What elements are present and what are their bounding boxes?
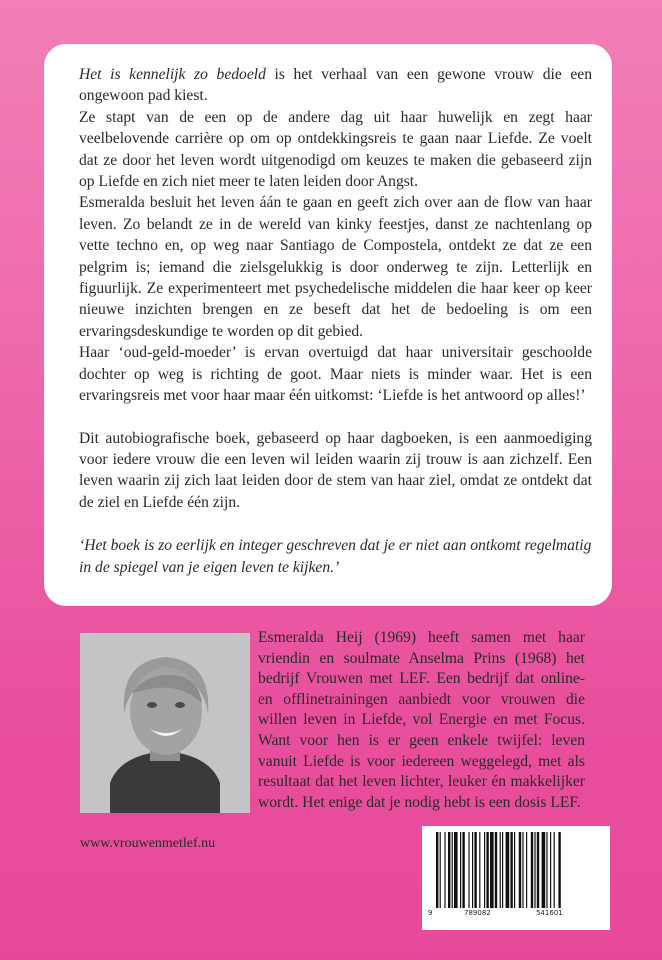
barcode-bar — [558, 832, 560, 908]
barcode-bar — [546, 832, 547, 908]
barcode-bar — [500, 832, 501, 908]
barcode-bar — [522, 832, 523, 908]
barcode-lead-digit: 9 — [428, 909, 433, 917]
barcode-bar — [502, 832, 503, 908]
barcode-bar — [554, 832, 555, 908]
summary-paragraph-3: Esmeralda besluit het leven áán te gaan en geeft zich over aan de flow van haar leven. Zo belandt ze in de wereld van kinky feestjes, danst ze nachtenlang op vette techno en, op weg naar Santiago de Compostela, ontdekt ze dat ze een pelgrim is; iemand die zielsgelukkig is door onderweg te zijn. Letterlijk en figuurlijk. Ze experimenteert met psychedelische middelen die haar keer op keer nieuwe inzichten brengen en ze beseft dat het de bedoeling is om een ervaringsdeskundige te worden op dit gebied. — [79, 194, 592, 340]
summary-paragraph-2: Ze stapt van de een op de andere dag uit haar huwelijk en zegt haar veelbelovende carrière op om op ontdekkingsreis te gaan naar Liefde. Ze voelt dat ze door het leven wordt uitgenodigd om keuzes te maken die gebaseerd zijn op Liefde en zich niet meer te laten leiden door Angst. — [79, 108, 592, 191]
barcode-bar — [537, 832, 539, 908]
author-bio: Esmeralda Heij (1969) heeft samen met haar vriendin en soulmate Anselma Prins (1968) het bedrijf Vrouwen met LEF. Een bedrijf dat online- en offlinetrainingen aanbiedt voor vrouwen die willen leven in Liefde, vol Energie en met Focus. Want voor hen is er geen enkele twijfel: leven vanuit Liefde is voor iedereen weggelegd, met als resultaat dat het leven lichter, leuker én makkelijker wordt. Het enige dat je nodig hebt is een dosis LEF. — [258, 629, 585, 811]
barcode-bar — [510, 832, 512, 908]
barcode-bar — [440, 832, 441, 908]
barcode-group-1: 789082 — [464, 909, 491, 917]
barcode-bar — [468, 832, 469, 908]
summary-paragraph-4: Haar ‘oud-geld-moeder’ is ervan overtuigd dat haar universitair geschoolde dochter op weg is richting de goot. Maar niets is minder waar. Het is een ervaringsreis met voor haar maar één uitkomst: ‘Liefde is het antwoord op alles!’ — [79, 344, 592, 405]
barcode-bar — [436, 832, 438, 908]
barcode-bar — [479, 832, 480, 908]
summary-paragraph-5: Dit autobiografische boek, gebaseerd op haar dagboeken, is een aanmoediging voor iedere vrouw die een leven wil leiden waarin zij trouw is aan zichzelf. Een leven waarin zij zich laat leiden door de stem van haar ziel, omdat ze ontdekt dat de ziel en Liefde één zijn. — [79, 429, 592, 511]
barcode-group-2: 541601 — [536, 909, 563, 917]
barcode-bar — [462, 832, 464, 908]
barcode-bar — [448, 832, 450, 908]
author-photo — [80, 633, 250, 813]
barcode-bar — [531, 832, 533, 908]
barcode-bar — [444, 832, 445, 908]
barcode-bar — [460, 832, 461, 908]
summary-paragraph-1-text: is het verhaal van een gewone vrouw die een ongewoon pad kiest. — [79, 66, 593, 105]
author-portrait-illustration — [80, 633, 250, 813]
barcode-bar — [472, 832, 473, 908]
barcode-bar — [514, 832, 515, 908]
barcode-bar — [542, 832, 546, 908]
barcode-bar — [519, 832, 521, 908]
summary-card — [44, 44, 612, 606]
barcode-bar — [506, 832, 510, 908]
barcode-bar — [534, 832, 535, 908]
barcode-bar — [550, 832, 551, 908]
summary-paragraph-1 — [79, 64, 592, 107]
barcode-bar — [454, 832, 458, 908]
website-url: www.vrouwenmetlef.nu — [80, 836, 216, 851]
book-title-italic: Het is kennelijk zo bedoeld — [79, 66, 266, 83]
barcode-bar — [486, 832, 488, 908]
barcode-bar — [526, 832, 527, 908]
barcode-bar — [484, 832, 485, 908]
barcode-bar — [474, 832, 476, 908]
isbn-barcode — [422, 826, 610, 930]
barcode-bar — [495, 832, 497, 908]
review-quote: ‘Het boek is zo eerlijk en integer geschreven dat je er niet aan ontkomt regelmatig in de spiegel van je eigen leven te kijken.’ — [79, 537, 592, 576]
barcode-bars — [432, 832, 600, 910]
barcode-bar — [490, 832, 494, 908]
barcode-bar — [452, 832, 453, 908]
